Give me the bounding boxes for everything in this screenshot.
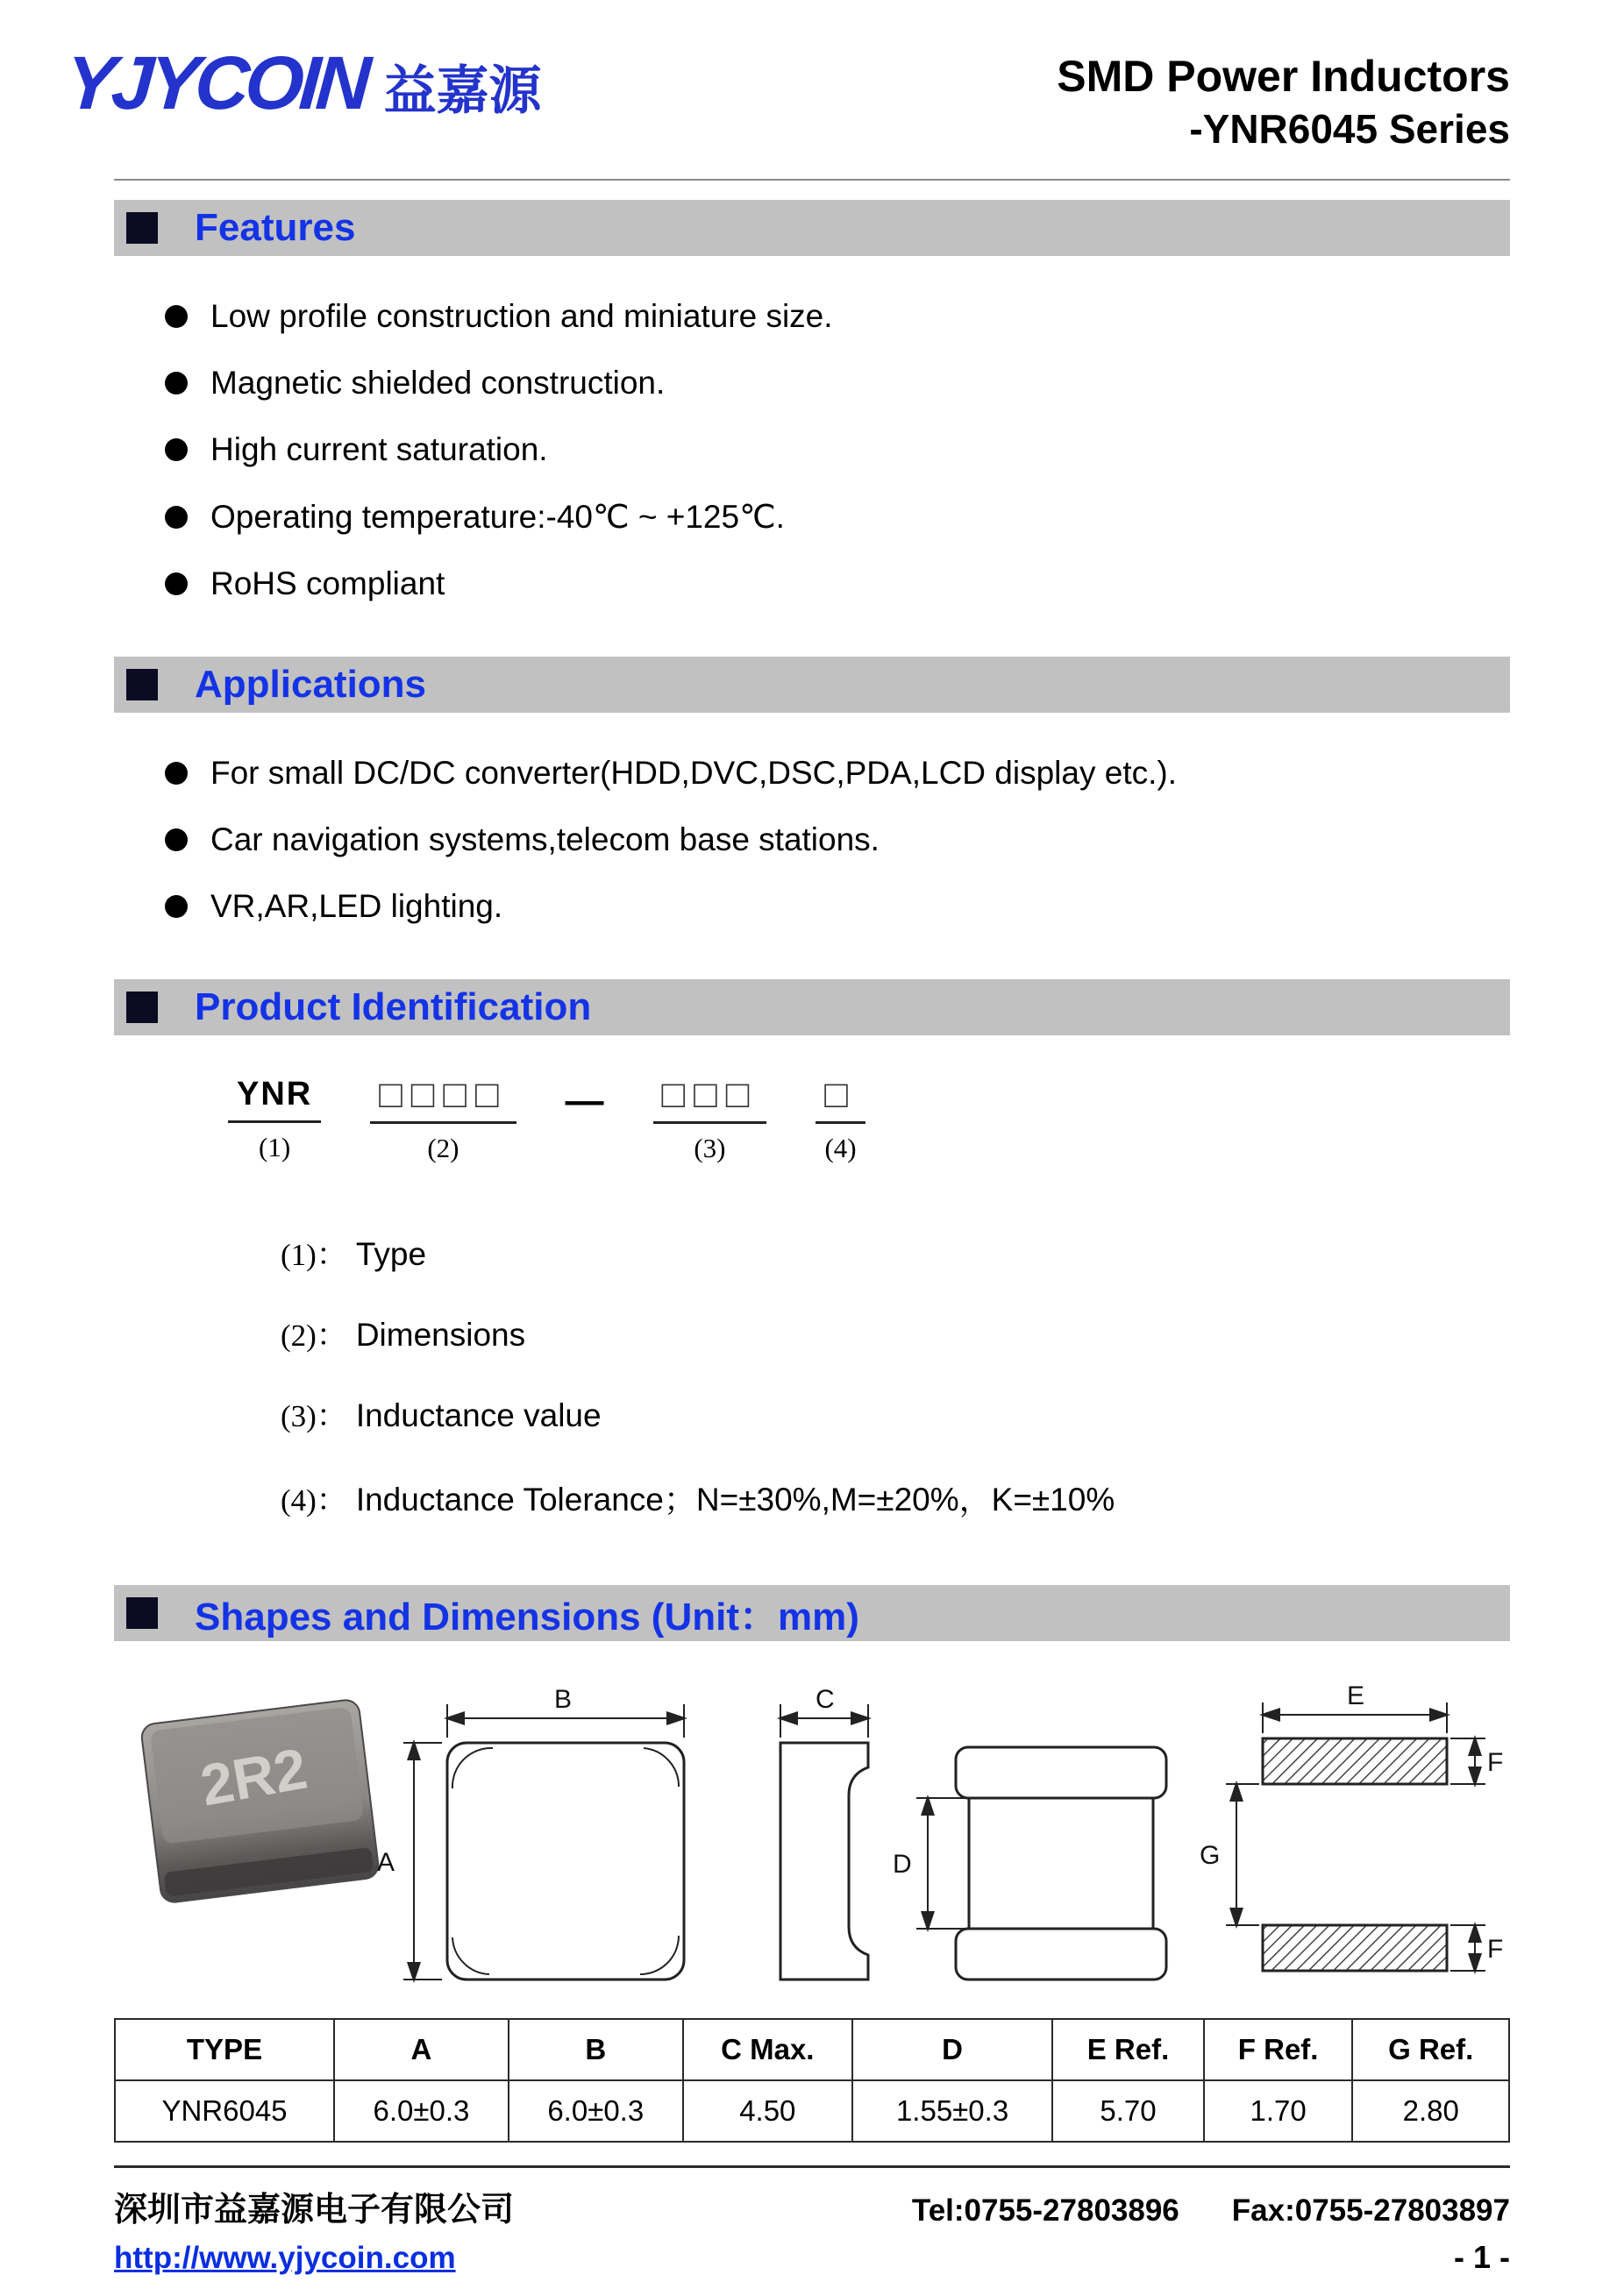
inductor-photo bbox=[140, 1699, 380, 1904]
bullet-icon bbox=[165, 572, 188, 595]
list-item bbox=[165, 565, 1510, 602]
legend-item bbox=[281, 1473, 1510, 1520]
application-text: For small DC/DC converter(HDD,DVC,DSC,PDA,LCD display etc.). bbox=[210, 755, 1177, 791]
footer-row-2 bbox=[114, 2239, 1510, 2276]
table-cell: 1.55±0.3 bbox=[852, 2080, 1052, 2142]
section-header-features bbox=[114, 200, 1510, 256]
group-label: (1) bbox=[259, 1132, 291, 1162]
bullet-icon bbox=[165, 762, 188, 785]
legend-text: Inductance Tolerance；N=±30%,M=±20%，K=±10% bbox=[355, 1482, 1115, 1518]
bullet-icon bbox=[165, 438, 188, 461]
feature-text: High current saturation. bbox=[210, 431, 548, 467]
feature-text: RoHS compliant bbox=[210, 565, 445, 601]
bullet-icon bbox=[165, 828, 188, 851]
bullet-icon bbox=[165, 895, 188, 918]
code-boxes: □□□ bbox=[661, 1073, 759, 1116]
table-cell: 5.70 bbox=[1052, 2080, 1204, 2142]
logo-chinese-text: 益嘉源 bbox=[383, 61, 542, 120]
top-view-drawing bbox=[403, 1704, 684, 1980]
legend-text: Dimensions bbox=[355, 1317, 526, 1353]
code-boxes: □ bbox=[824, 1073, 857, 1116]
legend-item bbox=[281, 1231, 1510, 1275]
group-label: (2) bbox=[427, 1133, 459, 1163]
bullet-icon bbox=[165, 372, 188, 395]
contact-info bbox=[912, 2193, 1510, 2228]
list-item bbox=[165, 821, 1510, 858]
table-cell: 6.0±0.3 bbox=[509, 2080, 683, 2142]
feature-text: Low profile construction and miniature size. bbox=[210, 298, 833, 334]
fax: Fax:0755-27803897 bbox=[1231, 2193, 1510, 2228]
dim-label-d: D bbox=[893, 1850, 912, 1879]
section-header-shapes-dimensions bbox=[114, 1585, 1510, 1641]
legend-text: Type bbox=[355, 1236, 427, 1272]
section-header-product-identification bbox=[114, 979, 1510, 1035]
part-number-group-1 bbox=[228, 1076, 321, 1163]
list-item bbox=[165, 298, 1510, 335]
part-number-diagram bbox=[114, 1035, 1510, 1171]
list-item bbox=[165, 431, 1510, 468]
company-logo bbox=[62, 40, 542, 127]
table-cell: YNR6045 bbox=[115, 2080, 334, 2142]
telephone: Tel:0755-27803896 bbox=[911, 2193, 1179, 2228]
part-number-group-2 bbox=[370, 1073, 516, 1164]
part-prefix: YNR bbox=[237, 1076, 313, 1112]
title-line-2: -YNR6045 Series bbox=[1189, 105, 1510, 152]
footer-row-1 bbox=[114, 2182, 1510, 2230]
code-boxes: □□□□ bbox=[379, 1073, 508, 1116]
section-square-icon bbox=[126, 1597, 158, 1629]
legend-item bbox=[281, 1392, 1510, 1436]
table-row bbox=[115, 2080, 1509, 2142]
feature-text: Operating temperature:-40℃ ~ +125℃. bbox=[210, 499, 785, 535]
column-header: B bbox=[509, 2019, 683, 2080]
list-item bbox=[165, 755, 1510, 792]
dim-label-c: C bbox=[816, 1685, 835, 1714]
section-title: Product Identification bbox=[195, 985, 592, 1028]
legend-number: (1)： bbox=[281, 1238, 347, 1272]
part-number-group-4 bbox=[816, 1073, 865, 1164]
applications-list bbox=[114, 713, 1510, 960]
section-title: Shapes and Dimensions (Unit：mm) bbox=[195, 1596, 859, 1638]
dim-label-a: A bbox=[377, 1848, 395, 1877]
dim-label-e: E bbox=[1347, 1681, 1365, 1710]
side-view-drawing bbox=[780, 1704, 868, 1980]
application-text: VR,AR,LED lighting. bbox=[210, 888, 503, 924]
column-header: G Ref. bbox=[1352, 2019, 1509, 2080]
dim-label-f: F bbox=[1487, 1935, 1504, 1964]
table-cell: 4.50 bbox=[683, 2080, 852, 2142]
dimension-drawing bbox=[114, 1664, 1510, 1997]
application-text: Car navigation systems,telecom base stations. bbox=[210, 821, 880, 857]
list-item bbox=[165, 888, 1510, 925]
header-divider bbox=[114, 179, 1510, 181]
part-number-group-3 bbox=[653, 1073, 767, 1164]
company-name: 深圳市益嘉源电子有限公司 bbox=[114, 2192, 515, 2228]
group-label: (4) bbox=[824, 1133, 857, 1163]
part-number-legend bbox=[114, 1171, 1510, 1566]
table-header-row bbox=[115, 2019, 1509, 2080]
land-pattern-drawing bbox=[1226, 1702, 1485, 1971]
list-item bbox=[165, 498, 1510, 536]
bullet-icon bbox=[165, 506, 188, 529]
bullet-icon bbox=[165, 305, 188, 328]
dim-label-f: F bbox=[1487, 1748, 1504, 1777]
title-line-1: SMD Power Inductors bbox=[1057, 52, 1510, 101]
dash-separator: — bbox=[565, 1079, 604, 1122]
dimensions-table bbox=[114, 2018, 1510, 2143]
section-square-icon bbox=[126, 669, 158, 700]
page-number: - 1 - bbox=[1453, 2239, 1510, 2275]
section-title: Applications bbox=[195, 663, 427, 706]
column-header: D bbox=[852, 2019, 1052, 2080]
website-link[interactable]: http://www.yjycoin.com bbox=[114, 2241, 456, 2275]
front-view-drawing bbox=[916, 1747, 1166, 1980]
section-title: Features bbox=[195, 206, 356, 249]
table-cell: 6.0±0.3 bbox=[334, 2080, 509, 2142]
dim-label-b: B bbox=[554, 1685, 573, 1714]
column-header: TYPE bbox=[115, 2019, 334, 2080]
section-square-icon bbox=[126, 212, 158, 244]
column-header: C Max. bbox=[683, 2019, 852, 2080]
column-header: A bbox=[334, 2019, 509, 2080]
legend-text: Inductance value bbox=[355, 1397, 602, 1433]
header bbox=[0, 0, 1624, 154]
footer bbox=[114, 2165, 1510, 2276]
dim-label-g: G bbox=[1200, 1841, 1221, 1870]
logo-text: YJYCOIN bbox=[62, 41, 369, 125]
feature-text: Magnetic shielded construction. bbox=[210, 365, 666, 401]
section-header-applications bbox=[114, 657, 1510, 713]
section-square-icon bbox=[126, 992, 158, 1023]
list-item bbox=[165, 365, 1510, 402]
group-label: (3) bbox=[694, 1133, 726, 1163]
legend-number: (4)： bbox=[281, 1483, 347, 1518]
part-marking-text: 2R2 bbox=[196, 1735, 312, 1818]
technical-drawings bbox=[114, 1641, 1510, 2006]
table-cell: 1.70 bbox=[1204, 2080, 1353, 2142]
document-title bbox=[1057, 40, 1510, 154]
column-header: F Ref. bbox=[1204, 2019, 1353, 2080]
table-cell: 2.80 bbox=[1352, 2080, 1509, 2142]
column-header: E Ref. bbox=[1052, 2019, 1204, 2080]
legend-number: (2)： bbox=[281, 1319, 347, 1353]
features-list bbox=[114, 256, 1510, 637]
legend-number: (3)： bbox=[281, 1399, 347, 1433]
legend-item bbox=[281, 1311, 1510, 1355]
